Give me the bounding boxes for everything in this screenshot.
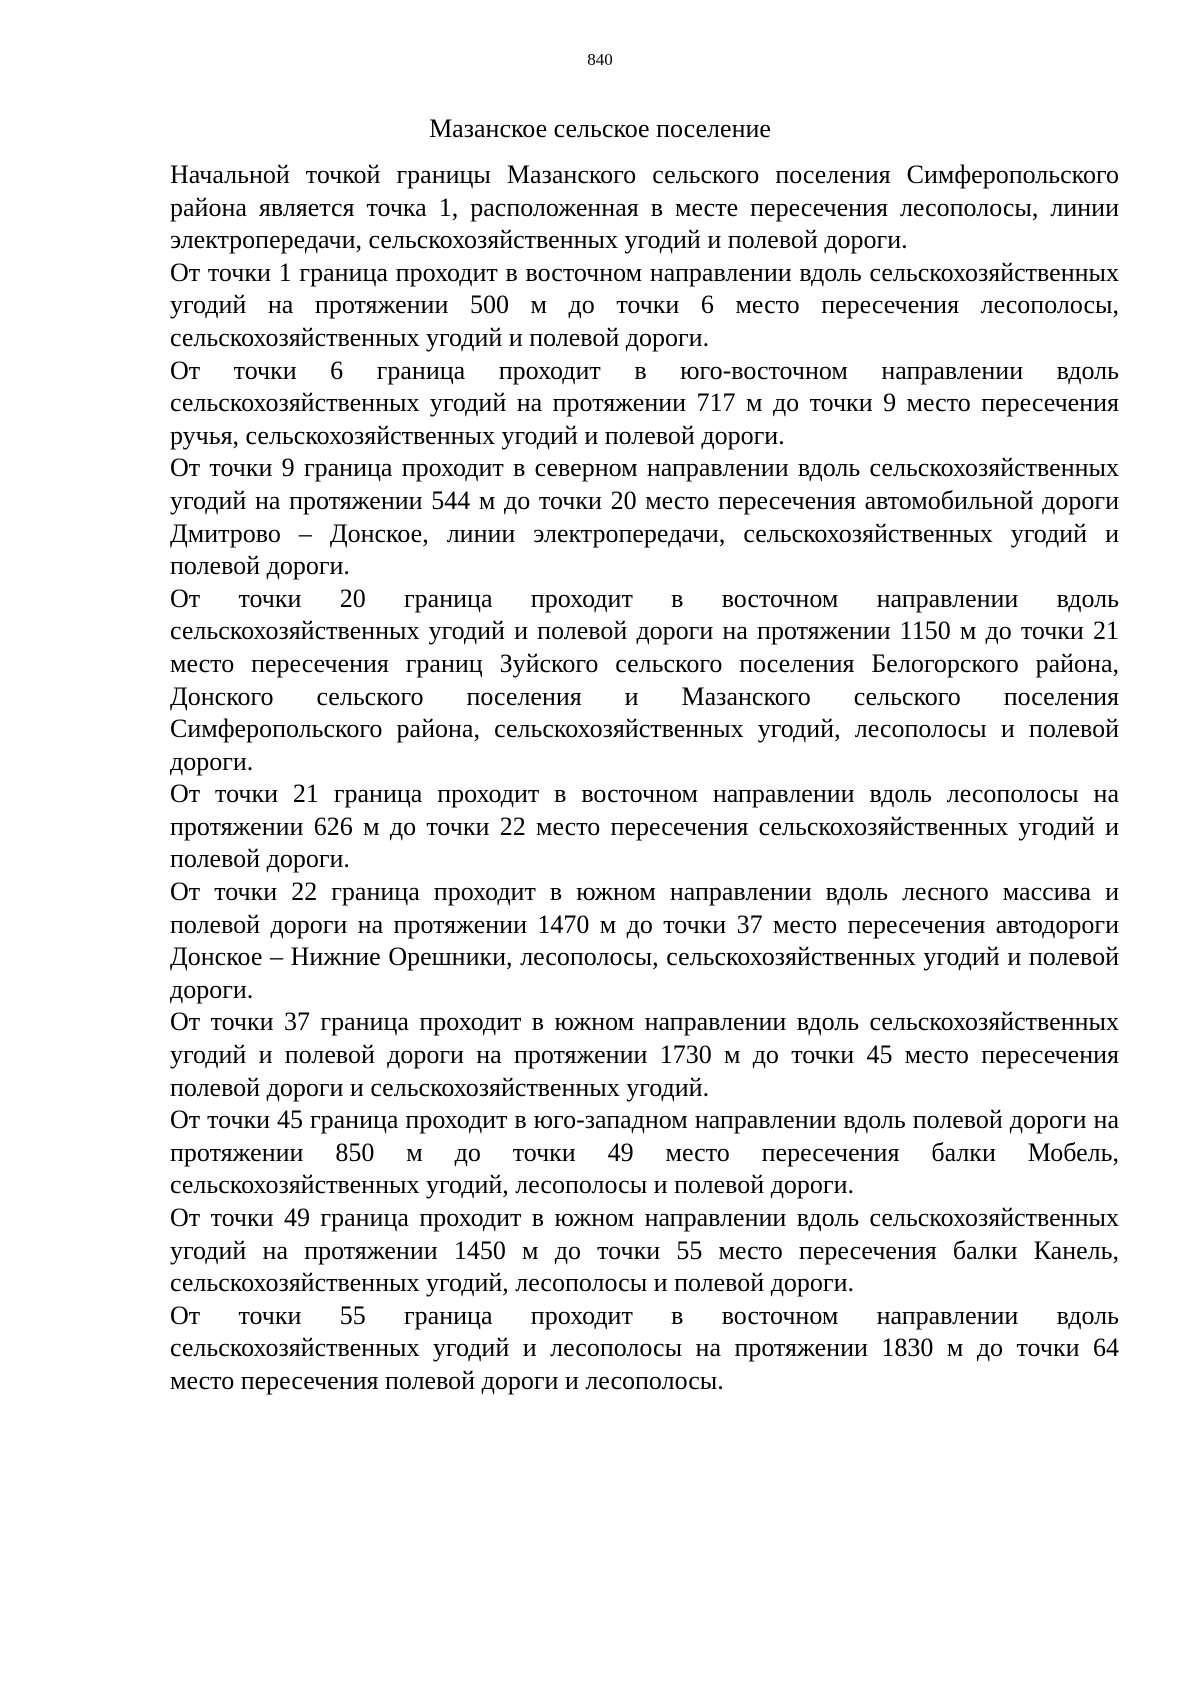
page-number: 840 bbox=[587, 50, 613, 69]
paragraph-4: От точки 9 граница проходит в северном направлении вдоль сельскохозяйственных угодий на протяжении 544 м до точки 20 место пересечения автомобильной дороги Дмитрово – Донское, линии электропередачи, сельскохозяйственных угодий и полевой дороги. bbox=[170, 453, 1119, 581]
paragraph-11: От точки 55 граница проходит в восточном направлении вдоль сельскохозяйственных угодий и лесополосы на протяжении 1830 м до точки 64 место пересечения полевой дороги и лесополосы. bbox=[170, 1300, 1119, 1395]
paragraph-7: От точки 22 граница проходит в южном направлении вдоль лесного массива и полевой дороги на протяжении 1470 м до точки 37 место пересечения автодороги Донское – Нижние Орешники, лесополосы, сельскохозяйственных угодий и полевой дороги. bbox=[170, 877, 1119, 1004]
paragraph-6: От точки 21 граница проходит в восточном направлении вдоль лесополосы на протяжении 626 м до точки 22 место пересечения сельскохозяйственных угодий и полевой дороги. bbox=[170, 779, 1119, 874]
paragraph-8: От точки 37 граница проходит в южном направлении вдоль сельскохозяйственных угодий и полевой дороги на протяжении 1730 м до точки 45 место пересечения полевой дороги и сельскохозяйственных угодий. bbox=[170, 1007, 1119, 1102]
paragraph-5: От точки 20 граница проходит в восточном направлении вдоль сельскохозяйственных угодий и полевой дороги на протяжении 1150 м до точки 21 место пересечения границ Зуйского сельского поселения Белогорского района, Донского сельского поселения и Мазанского сельского поселения Симферопольского района, сельскохозяйственных угодий, лесополосы и полевой дороги. bbox=[170, 583, 1119, 776]
page-title: Мазанское сельское поселение bbox=[429, 114, 771, 143]
paragraph-10: От точки 49 граница проходит в южном направлении вдоль сельскохозяйственных угодий на протяжении 1450 м до точки 55 место пересечения балки Канель, сельскохозяйственных угодий, лесополосы и полевой дороги. bbox=[170, 1203, 1119, 1298]
paragraph-3: От точки 6 граница проходит в юго-восточном направлении вдоль сельскохозяйственных угодий на протяжении 717 м до точки 9 место пересечения ручья, сельскохозяйственных угодий и полевой дороги. bbox=[170, 355, 1119, 450]
document-body bbox=[170, 159, 1119, 1398]
paragraph-9: От точки 45 граница проходит в юго-западном направлении вдоль полевой дороги на протяжении 850 м до точки 49 место пересечения балки Мобель, сельскохозяйственных угодий, лесополосы и полевой дороги. bbox=[170, 1105, 1119, 1200]
paragraph-2: От точки 1 граница проходит в восточном направлении вдоль сельскохозяйственных угодий на протяжении 500 м до точки 6 место пересечения лесополосы, сельскохозяйственных угодий и полевой дороги. bbox=[170, 257, 1119, 352]
paragraph-1: Начальной точкой границы Мазанского сельского поселения Симферопольского района является точка 1, расположенная в месте пересечения лесополосы, линии электропередачи, сельскохозяйственных угодий и полевой дороги. bbox=[170, 160, 1119, 255]
